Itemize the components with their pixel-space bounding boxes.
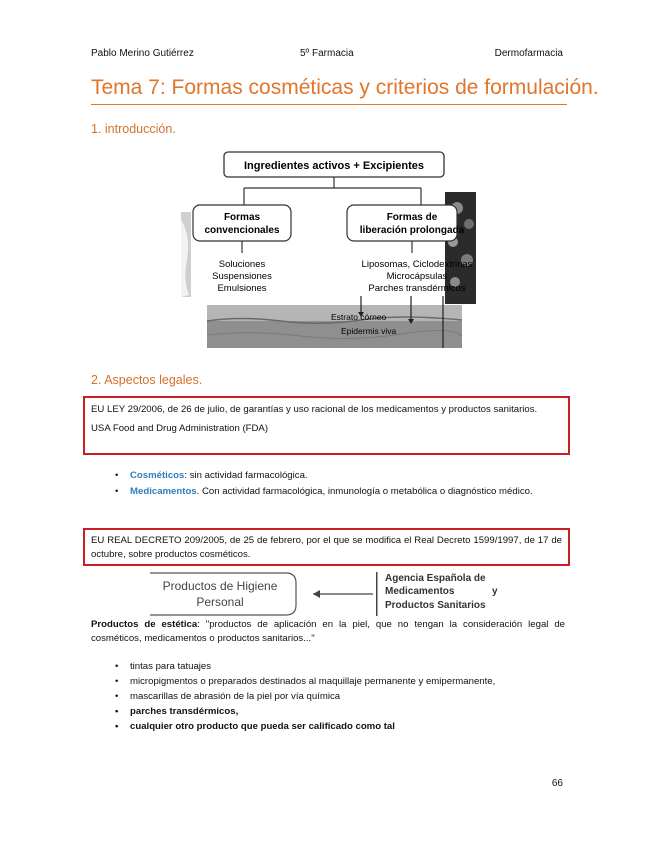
term-sep: .: [196, 486, 200, 497]
productos-estetica-paragraph: [91, 618, 565, 646]
list-item-text: mascarillas de abrasión de la piel por vía química: [130, 691, 341, 702]
legal-box-eu-ley: [83, 396, 570, 455]
agency-label-2b: y: [492, 586, 498, 597]
connector-lines: [244, 177, 421, 205]
bullet-dot: •: [115, 706, 119, 717]
term-medicamentos: Medicamentos: [130, 486, 197, 497]
right-item-microcapsulas: Microcápsulas: [386, 271, 448, 282]
list-item-tintas: [115, 660, 211, 674]
bullet-dot: •: [115, 470, 119, 481]
productos-estetica-label: Productos de estética: [91, 619, 198, 630]
right-box-label-2: liberación prolongada: [359, 225, 465, 236]
left-item-suspensiones: Suspensiones: [212, 271, 272, 282]
agency-label-1: Agencia Española de: [385, 573, 486, 584]
list-item-text: tintas para tatuajes: [130, 661, 212, 672]
agency-label-3: Productos Sanitarios: [385, 600, 486, 611]
header-course: 5º Farmacia: [300, 48, 354, 59]
bullet-text: Con actividad farmacológica, inmunología o metabólica o diagnóstico médico.: [199, 486, 533, 497]
list-item-micropigmentos: [115, 675, 495, 689]
arrow-head: [313, 590, 320, 598]
list-item-mascarillas: [115, 690, 340, 704]
left-item-emulsiones: Emulsiones: [217, 283, 267, 294]
bullet-dot: •: [115, 721, 119, 732]
right-box-label-1: Formas de: [386, 212, 438, 223]
hygiene-agency-figure: [148, 571, 508, 617]
list-item-parches: [115, 705, 238, 719]
skin-label-epidermis-viva: Epidermis viva: [341, 326, 397, 336]
top-box-label: Ingredientes activos + Excipientes: [243, 160, 425, 172]
agency-bar: [376, 572, 378, 616]
list-item-text: cualquier otro producto que pueda ser calificado como tal: [130, 721, 395, 732]
term-cosmeticos: Cosméticos: [130, 470, 185, 481]
legal-box-real-decreto: [83, 528, 570, 566]
bullet-medicamentos: [115, 485, 565, 499]
page-number: 66: [551, 778, 563, 789]
right-item-liposomas: Liposomas, Ciclodextrinas: [361, 259, 473, 270]
bullet-dot: •: [115, 486, 119, 497]
real-decreto-text: EU REAL DECRETO 209/2005, de 25 de febrero, por el que se modifica el Real Decreto 1599/1997, de 17 de octubre, sobre productos cosméticos.: [91, 535, 562, 560]
list-item-text: micropigmentos o preparados destinados al maquillaje permanente y emipermanente,: [130, 676, 496, 687]
bullet-cosmeticos: [115, 469, 565, 483]
agency-label-2: Medicamentos: [385, 586, 455, 597]
bullet-dot: •: [115, 661, 119, 672]
bullet-dot: •: [115, 676, 119, 687]
eu-ley-text: EU LEY 29/2006, de 26 de julio, de garantías y uso racional de los medicamentos y productos sanitarios.: [91, 404, 538, 415]
arrows-to-items: [242, 241, 412, 253]
header-author: Pablo Merino Gutiérrez: [91, 48, 194, 59]
list-item-cualquier-otro: [115, 720, 395, 734]
left-box-label-1: Formas: [223, 212, 261, 223]
list-item-text: parches transdérmicos,: [130, 706, 239, 717]
hygiene-label-2: Personal: [196, 595, 244, 609]
term-sep: :: [184, 470, 188, 481]
left-item-soluciones: Soluciones: [218, 259, 266, 270]
section-heading-aspectos-legales: 2. Aspectos legales.: [91, 373, 203, 387]
skin-label-estrato-corneo: Estrato córneo: [331, 312, 387, 322]
bullet-text: sin actividad farmacológica.: [187, 470, 308, 481]
ingredients-diagram: [181, 150, 476, 348]
title-underline: [91, 104, 567, 105]
right-item-parches: Parches transdérmicos: [368, 283, 466, 294]
left-box-label-2: convencionales: [204, 225, 280, 236]
header-subject: Dermofarmacia: [494, 48, 563, 59]
hygiene-label-1: Productos de Higiene: [162, 579, 278, 593]
page-title: Tema 7: Formas cosméticas y criterios de formulación.: [91, 76, 599, 99]
section-heading-introduccion: 1. introducción.: [91, 122, 176, 136]
productos-estetica-text: : "productos de aplicación en la piel, que no tengan la consideración legal de cosméticos, medicamentos o productos sanitarios...": [91, 619, 565, 644]
fda-text: USA Food and Drug Administration (FDA): [91, 423, 269, 434]
left-photo-fragment: [181, 212, 191, 297]
bullet-dot: •: [115, 691, 119, 702]
